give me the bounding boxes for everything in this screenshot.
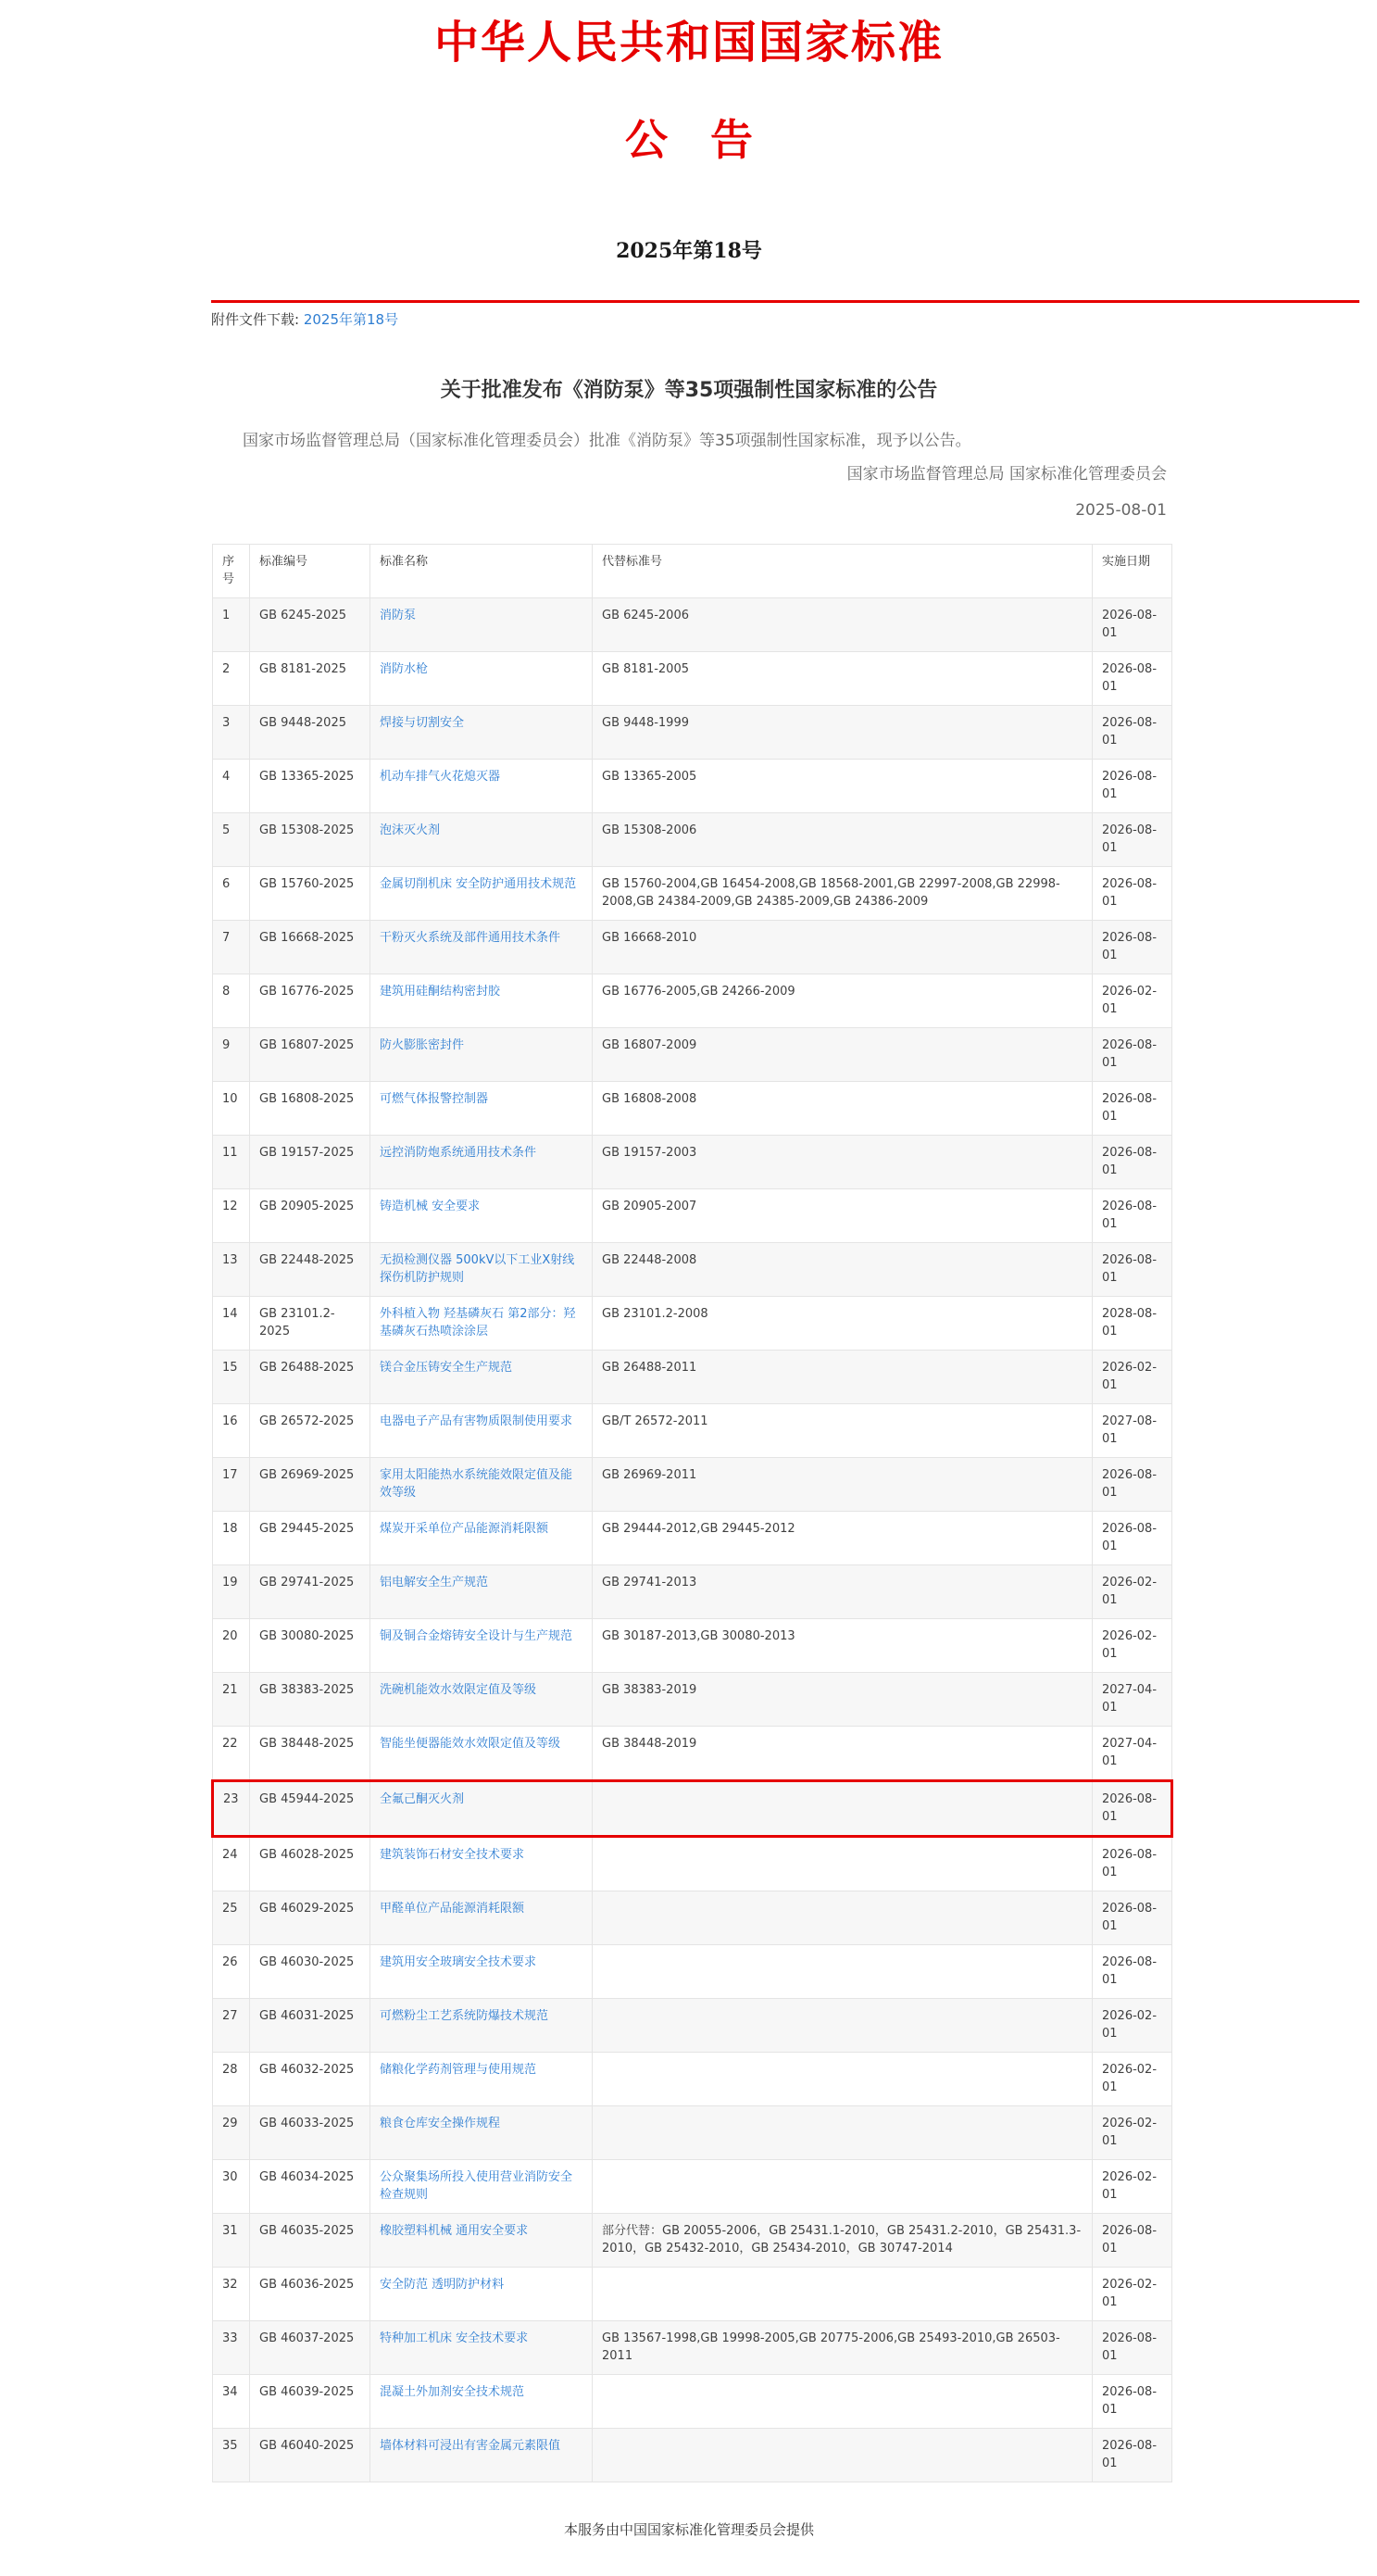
cell-implementation-date: 2026-02-01 — [1093, 1618, 1172, 1672]
cell-standard-code: GB 29445-2025 — [250, 1511, 370, 1564]
cell-standard-name — [370, 1242, 593, 1296]
cell-standard-name — [370, 1511, 593, 1564]
cell-serial-number: 18 — [213, 1511, 250, 1564]
cell-standard-code: GB 26969-2025 — [250, 1457, 370, 1511]
cell-serial-number: 17 — [213, 1457, 250, 1511]
cell-replaced-standards — [593, 2052, 1093, 2105]
cell-replaced-standards: 部分代替：GB 20055-2006，GB 25431.1-2010，GB 25431.2-2010，GB 25431.3-2010，GB 25432-2010，GB 25434-2010，GB 30747-2014 — [593, 2213, 1093, 2267]
cell-serial-number: 3 — [213, 705, 250, 759]
cell-standard-name — [370, 1618, 593, 1672]
cell-standard-code: GB 46034-2025 — [250, 2159, 370, 2213]
standard-name-link[interactable]: 机动车排气火花熄灭器 — [380, 769, 501, 784]
table-row — [213, 1403, 1172, 1457]
cell-standard-code: GB 9448-2025 — [250, 705, 370, 759]
cell-serial-number: 32 — [213, 2267, 250, 2320]
table-row — [213, 2052, 1172, 2105]
cell-implementation-date: 2026-02-01 — [1093, 1350, 1172, 1403]
standard-name-link[interactable]: 无损检测仪器 500kV以下工业X射线探伤机防护规则 — [380, 1252, 575, 1286]
table-row — [213, 1998, 1172, 2052]
notice-signature: 国家市场监督管理总局 国家标准化管理委员会 — [846, 464, 1167, 484]
table-row — [213, 1726, 1172, 1780]
cell-replaced-standards: GB 23101.2-2008 — [593, 1296, 1093, 1350]
cell-serial-number: 31 — [213, 2213, 250, 2267]
cell-implementation-date: 2026-08-01 — [1093, 812, 1172, 866]
footer-text: 本服务由中国国家标准化管理委员会提供 — [563, 2520, 814, 2538]
cell-implementation-date: 2027-04-01 — [1093, 1726, 1172, 1780]
cell-implementation-date: 2026-08-01 — [1093, 1836, 1172, 1891]
cell-serial-number: 28 — [213, 2052, 250, 2105]
cell-replaced-standards: GB 38448-2019 — [593, 1726, 1093, 1780]
cell-implementation-date: 2026-02-01 — [1093, 1564, 1172, 1618]
cell-standard-name — [370, 1296, 593, 1350]
cell-replaced-standards: GB 20905-2007 — [593, 1188, 1093, 1242]
cell-serial-number: 14 — [213, 1296, 250, 1350]
table-row — [213, 1780, 1172, 1836]
cell-standard-code: GB 16776-2025 — [250, 974, 370, 1027]
attachment-row — [211, 310, 1167, 330]
cell-implementation-date: 2026-02-01 — [1093, 2159, 1172, 2213]
cell-serial-number: 34 — [213, 2374, 250, 2428]
cell-standard-name — [370, 651, 593, 705]
cell-implementation-date: 2026-02-01 — [1093, 974, 1172, 1027]
cell-standard-code: GB 16668-2025 — [250, 920, 370, 974]
cell-implementation-date: 2026-08-01 — [1093, 2374, 1172, 2428]
standard-name-link[interactable]: 特种加工机床 安全技术要求 — [380, 2331, 529, 2345]
issue-number: 2025年第18号 — [616, 239, 762, 263]
cell-serial-number: 8 — [213, 974, 250, 1027]
announcement-title: 公 告 — [625, 115, 753, 165]
cell-standard-name — [370, 1188, 593, 1242]
table-row — [213, 1836, 1172, 1891]
cell-replaced-standards — [593, 2267, 1093, 2320]
cell-implementation-date: 2026-08-01 — [1093, 1780, 1172, 1836]
attachment-label: 附件文件下载: — [211, 311, 300, 328]
cell-standard-code: GB 38383-2025 — [250, 1672, 370, 1726]
table-row — [213, 1672, 1172, 1726]
cell-replaced-standards: GB 16807-2009 — [593, 1027, 1093, 1081]
cell-replaced-standards: GB 16776-2005,GB 24266-2009 — [593, 974, 1093, 1027]
cell-replaced-standards: GB 16668-2010 — [593, 920, 1093, 974]
cell-implementation-date: 2026-02-01 — [1093, 2105, 1172, 2159]
standard-name-link[interactable]: 铸造机械 安全要求 — [380, 1199, 481, 1213]
standards-table-body — [213, 597, 1172, 2482]
cell-standard-name — [370, 1998, 593, 2052]
cell-standard-name — [370, 2213, 593, 2267]
cell-standard-name — [370, 2428, 593, 2482]
cell-implementation-date: 2026-02-01 — [1093, 1998, 1172, 2052]
cell-standard-name — [370, 2267, 593, 2320]
column-header-name: 标准名称 — [370, 544, 593, 597]
standard-name-link[interactable]: 铝电解安全生产规范 — [380, 1575, 489, 1590]
cell-standard-code: GB 46032-2025 — [250, 2052, 370, 2105]
cell-standard-name — [370, 597, 593, 651]
standard-name-link[interactable]: 铜及铜合金熔铸安全设计与生产规范 — [380, 1628, 573, 1643]
cell-replaced-standards — [593, 1944, 1093, 1998]
cell-implementation-date: 2026-08-01 — [1093, 1188, 1172, 1242]
cell-replaced-standards — [593, 2105, 1093, 2159]
cell-standard-code: GB 16808-2025 — [250, 1081, 370, 1135]
cell-replaced-standards: GB 13365-2005 — [593, 759, 1093, 812]
cell-serial-number: 27 — [213, 1998, 250, 2052]
cell-serial-number: 21 — [213, 1672, 250, 1726]
standard-name-link[interactable]: 混凝土外加剂安全技术规范 — [380, 2384, 525, 2399]
table-row — [213, 866, 1172, 920]
cell-implementation-date: 2026-08-01 — [1093, 651, 1172, 705]
cell-implementation-date: 2026-08-01 — [1093, 597, 1172, 651]
standard-name-link[interactable]: 焊接与切割安全 — [380, 715, 465, 730]
cell-standard-name — [370, 1457, 593, 1511]
standard-name-link[interactable]: 金属切削机床 安全防护通用技术规范 — [380, 876, 577, 891]
standard-name-link[interactable]: 全氟己酮灭火剂 — [380, 1791, 465, 1806]
cell-standard-code: GB 46040-2025 — [250, 2428, 370, 2482]
cell-standard-name — [370, 1081, 593, 1135]
cell-replaced-standards: GB/T 26572-2011 — [593, 1403, 1093, 1457]
cell-serial-number: 7 — [213, 920, 250, 974]
cell-implementation-date: 2026-08-01 — [1093, 920, 1172, 974]
table-row — [213, 1511, 1172, 1564]
cell-replaced-standards: GB 26969-2011 — [593, 1457, 1093, 1511]
table-row — [213, 2105, 1172, 2159]
standard-name-link[interactable]: 墙体材料可浸出有害金属元素限值 — [380, 2438, 561, 2453]
cell-serial-number: 35 — [213, 2428, 250, 2482]
cell-standard-code: GB 38448-2025 — [250, 1726, 370, 1780]
cell-implementation-date: 2026-08-01 — [1093, 1135, 1172, 1188]
cell-implementation-date: 2026-08-01 — [1093, 759, 1172, 812]
column-header-replaces: 代替标准号 — [593, 544, 1093, 597]
cell-replaced-standards: GB 30187-2013,GB 30080-2013 — [593, 1618, 1093, 1672]
table-row — [213, 2159, 1172, 2213]
standards-table — [211, 544, 1173, 2482]
cell-standard-code: GB 45944-2025 — [250, 1780, 370, 1836]
cell-standard-code: GB 8181-2025 — [250, 651, 370, 705]
standard-name-link[interactable]: 安全防范 透明防护材料 — [380, 2277, 505, 2292]
cell-standard-name — [370, 1564, 593, 1618]
cell-standard-code: GB 16807-2025 — [250, 1027, 370, 1081]
cell-replaced-standards: GB 22448-2008 — [593, 1242, 1093, 1296]
cell-serial-number: 10 — [213, 1081, 250, 1135]
table-row — [213, 920, 1172, 974]
standard-name-link[interactable]: 公众聚集场所投入使用营业消防安全检查规则 — [380, 2169, 573, 2203]
cell-implementation-date: 2026-08-01 — [1093, 705, 1172, 759]
standard-name-link[interactable]: 泡沫灭火剂 — [380, 823, 441, 837]
cell-standard-code: GB 46033-2025 — [250, 2105, 370, 2159]
cell-serial-number: 23 — [213, 1780, 250, 1836]
standard-name-link[interactable]: 消防水枪 — [380, 661, 429, 676]
cell-serial-number: 25 — [213, 1891, 250, 1944]
cell-standard-name — [370, 974, 593, 1027]
cell-replaced-standards: GB 15760-2004,GB 16454-2008,GB 18568-2001,GB 22997-2008,GB 22998-2008,GB 24384-2009,GB 24385-2009,GB 24386-2009 — [593, 866, 1093, 920]
cell-replaced-standards: GB 16808-2008 — [593, 1081, 1093, 1135]
cell-standard-code: GB 46030-2025 — [250, 1944, 370, 1998]
cell-implementation-date: 2027-08-01 — [1093, 1403, 1172, 1457]
cell-implementation-date: 2026-08-01 — [1093, 866, 1172, 920]
table-row — [213, 2374, 1172, 2428]
cell-standard-name — [370, 1135, 593, 1188]
cell-standard-code: GB 46036-2025 — [250, 2267, 370, 2320]
notice-body: 国家市场监督管理总局（国家标准化管理委员会）批准《消防泵》等35项强制性国家标准，现予以公告。 — [243, 431, 971, 450]
standard-name-link[interactable]: 可燃气体报警控制器 — [380, 1091, 489, 1106]
cell-serial-number: 4 — [213, 759, 250, 812]
standard-name-link[interactable]: 甲醛单位产品能源消耗限额 — [380, 1901, 525, 1916]
cell-standard-code: GB 15308-2025 — [250, 812, 370, 866]
table-row — [213, 1027, 1172, 1081]
standard-name-link[interactable]: 家用太阳能热水系统能效限定值及能效等级 — [380, 1467, 573, 1501]
cell-serial-number: 30 — [213, 2159, 250, 2213]
cell-standard-code: GB 46029-2025 — [250, 1891, 370, 1944]
cell-standard-code: GB 30080-2025 — [250, 1618, 370, 1672]
table-row — [213, 597, 1172, 651]
cell-replaced-standards — [593, 1836, 1093, 1891]
notice-date: 2025-08-01 — [1075, 501, 1167, 521]
table-row — [213, 2428, 1172, 2482]
cell-replaced-standards — [593, 1780, 1093, 1836]
cell-serial-number: 22 — [213, 1726, 250, 1780]
cell-replaced-standards: GB 29741-2013 — [593, 1564, 1093, 1618]
cell-standard-code: GB 6245-2025 — [250, 597, 370, 651]
cell-implementation-date: 2026-08-01 — [1093, 1027, 1172, 1081]
cell-standard-code: GB 46031-2025 — [250, 1998, 370, 2052]
table-row — [213, 651, 1172, 705]
table-row — [213, 974, 1172, 1027]
cell-replaced-standards — [593, 1891, 1093, 1944]
standard-name-link[interactable]: 可燃粉尘工艺系统防爆技术规范 — [380, 2008, 549, 2023]
cell-standard-name — [370, 1726, 593, 1780]
cell-standard-name — [370, 1027, 593, 1081]
cell-standard-name — [370, 1891, 593, 1944]
cell-replaced-standards — [593, 2159, 1093, 2213]
cell-serial-number: 9 — [213, 1027, 250, 1081]
masthead-title: 中华人民共和国国家标准 — [433, 17, 944, 69]
cell-standard-name — [370, 1672, 593, 1726]
cell-standard-code: GB 15760-2025 — [250, 866, 370, 920]
standard-name-link[interactable]: 电器电子产品有害物质限制使用要求 — [380, 1414, 573, 1428]
cell-standard-name — [370, 1780, 593, 1836]
cell-serial-number: 33 — [213, 2320, 250, 2374]
red-divider-line — [211, 300, 1359, 303]
cell-serial-number: 19 — [213, 1564, 250, 1618]
cell-implementation-date: 2026-08-01 — [1093, 1242, 1172, 1296]
cell-serial-number: 15 — [213, 1350, 250, 1403]
cell-serial-number: 16 — [213, 1403, 250, 1457]
table-row — [213, 2320, 1172, 2374]
cell-standard-code: GB 26572-2025 — [250, 1403, 370, 1457]
table-row — [213, 1081, 1172, 1135]
cell-standard-code: GB 26488-2025 — [250, 1350, 370, 1403]
cell-replaced-standards: GB 6245-2006 — [593, 597, 1093, 651]
cell-replaced-standards: GB 15308-2006 — [593, 812, 1093, 866]
cell-standard-code: GB 29741-2025 — [250, 1564, 370, 1618]
standard-name-link[interactable]: 外科植入物 羟基磷灰石 第2部分：羟基磷灰石热喷涂涂层 — [380, 1306, 576, 1339]
cell-standard-code: GB 22448-2025 — [250, 1242, 370, 1296]
table-row — [213, 705, 1172, 759]
standard-name-link[interactable]: 防火膨胀密封件 — [380, 1037, 465, 1052]
cell-replaced-standards — [593, 1998, 1093, 2052]
table-row — [213, 1618, 1172, 1672]
standard-name-link[interactable]: 建筑用安全玻璃安全技术要求 — [380, 1954, 537, 1969]
table-header-row — [213, 544, 1172, 597]
cell-standard-name — [370, 2159, 593, 2213]
cell-serial-number: 12 — [213, 1188, 250, 1242]
cell-standard-name — [370, 2320, 593, 2374]
cell-implementation-date: 2026-08-01 — [1093, 1944, 1172, 1998]
standard-name-link[interactable]: 储粮化学药剂管理与使用规范 — [380, 2062, 537, 2077]
cell-standard-name — [370, 1350, 593, 1403]
cell-standard-name — [370, 1403, 593, 1457]
standard-name-link[interactable]: 粮食仓库安全操作规程 — [380, 2116, 501, 2130]
table-row — [213, 1242, 1172, 1296]
cell-serial-number: 5 — [213, 812, 250, 866]
cell-implementation-date: 2026-08-01 — [1093, 2320, 1172, 2374]
cell-replaced-standards: GB 8181-2005 — [593, 651, 1093, 705]
cell-serial-number: 11 — [213, 1135, 250, 1188]
standard-name-link[interactable]: 煤炭开采单位产品能源消耗限额 — [380, 1521, 549, 1536]
cell-replaced-standards: GB 9448-1999 — [593, 705, 1093, 759]
table-row — [213, 1564, 1172, 1618]
cell-implementation-date: 2026-08-01 — [1093, 2213, 1172, 2267]
cell-replaced-standards — [593, 2374, 1093, 2428]
cell-standard-code: GB 46028-2025 — [250, 1836, 370, 1891]
table-row — [213, 1457, 1172, 1511]
standard-name-link[interactable]: 消防泵 — [380, 608, 417, 622]
cell-serial-number: 2 — [213, 651, 250, 705]
table-row — [213, 1135, 1172, 1188]
standard-name-link[interactable]: 洗碗机能效水效限定值及等级 — [380, 1682, 537, 1697]
cell-replaced-standards: GB 29444-2012,GB 29445-2012 — [593, 1511, 1093, 1564]
cell-serial-number: 20 — [213, 1618, 250, 1672]
cell-implementation-date: 2026-08-01 — [1093, 1081, 1172, 1135]
table-row — [213, 812, 1172, 866]
standard-name-link[interactable]: 建筑用硅酮结构密封胶 — [380, 984, 501, 999]
standard-name-link[interactable]: 干粉灭火系统及部件通用技术条件 — [380, 930, 561, 945]
cell-standard-name — [370, 2105, 593, 2159]
standard-name-link[interactable]: 橡胶塑料机械 通用安全要求 — [380, 2223, 529, 2238]
cell-standard-name — [370, 2374, 593, 2428]
cell-implementation-date: 2028-08-01 — [1093, 1296, 1172, 1350]
cell-standard-code: GB 46035-2025 — [250, 2213, 370, 2267]
table-row — [213, 1944, 1172, 1998]
cell-implementation-date: 2026-08-01 — [1093, 1457, 1172, 1511]
cell-standard-name — [370, 866, 593, 920]
standard-name-link[interactable]: 镁合金压铸安全生产规范 — [380, 1360, 513, 1375]
table-row — [213, 759, 1172, 812]
table-row — [213, 2267, 1172, 2320]
cell-implementation-date: 2027-04-01 — [1093, 1672, 1172, 1726]
cell-standard-name — [370, 920, 593, 974]
table-row — [213, 2213, 1172, 2267]
cell-standard-code: GB 46037-2025 — [250, 2320, 370, 2374]
cell-standard-name — [370, 759, 593, 812]
cell-implementation-date: 2026-08-01 — [1093, 1511, 1172, 1564]
attachment-link[interactable]: 2025年第18号 — [303, 311, 399, 328]
cell-serial-number: 13 — [213, 1242, 250, 1296]
cell-standard-code: GB 23101.2-2025 — [250, 1296, 370, 1350]
cell-replaced-standards: GB 26488-2011 — [593, 1350, 1093, 1403]
cell-standard-name — [370, 812, 593, 866]
cell-replaced-standards: GB 19157-2003 — [593, 1135, 1093, 1188]
table-row — [213, 1350, 1172, 1403]
cell-implementation-date: 2026-08-01 — [1093, 2428, 1172, 2482]
cell-serial-number: 24 — [213, 1836, 250, 1891]
cell-standard-code: GB 20905-2025 — [250, 1188, 370, 1242]
cell-standard-name — [370, 1944, 593, 1998]
standard-name-link[interactable]: 远控消防炮系统通用技术条件 — [380, 1145, 537, 1160]
cell-replaced-standards — [593, 2428, 1093, 2482]
cell-standard-name — [370, 2052, 593, 2105]
cell-standard-name — [370, 1836, 593, 1891]
cell-serial-number: 1 — [213, 597, 250, 651]
column-header-code: 标准编号 — [250, 544, 370, 597]
table-row — [213, 1188, 1172, 1242]
column-header-date: 实施日期 — [1093, 544, 1172, 597]
cell-implementation-date: 2026-08-01 — [1093, 1891, 1172, 1944]
cell-standard-code: GB 13365-2025 — [250, 759, 370, 812]
cell-standard-code: GB 46039-2025 — [250, 2374, 370, 2428]
cell-serial-number: 26 — [213, 1944, 250, 1998]
notice-title: 关于批准发布《消防泵》等35项强制性国家标准的公告 — [440, 379, 938, 402]
standard-name-link[interactable]: 建筑装饰石材安全技术要求 — [380, 1847, 525, 1862]
cell-serial-number: 6 — [213, 866, 250, 920]
cell-implementation-date: 2026-02-01 — [1093, 2052, 1172, 2105]
table-row — [213, 1891, 1172, 1944]
cell-standard-name — [370, 705, 593, 759]
column-header-no: 序号 — [213, 544, 250, 597]
table-row — [213, 1296, 1172, 1350]
cell-serial-number: 29 — [213, 2105, 250, 2159]
cell-standard-code: GB 19157-2025 — [250, 1135, 370, 1188]
cell-replaced-standards: GB 38383-2019 — [593, 1672, 1093, 1726]
cell-implementation-date: 2026-02-01 — [1093, 2267, 1172, 2320]
cell-replaced-standards: GB 13567-1998,GB 19998-2005,GB 20775-2006,GB 25493-2010,GB 26503-2011 — [593, 2320, 1093, 2374]
standard-name-link[interactable]: 智能坐便器能效水效限定值及等级 — [380, 1736, 561, 1751]
